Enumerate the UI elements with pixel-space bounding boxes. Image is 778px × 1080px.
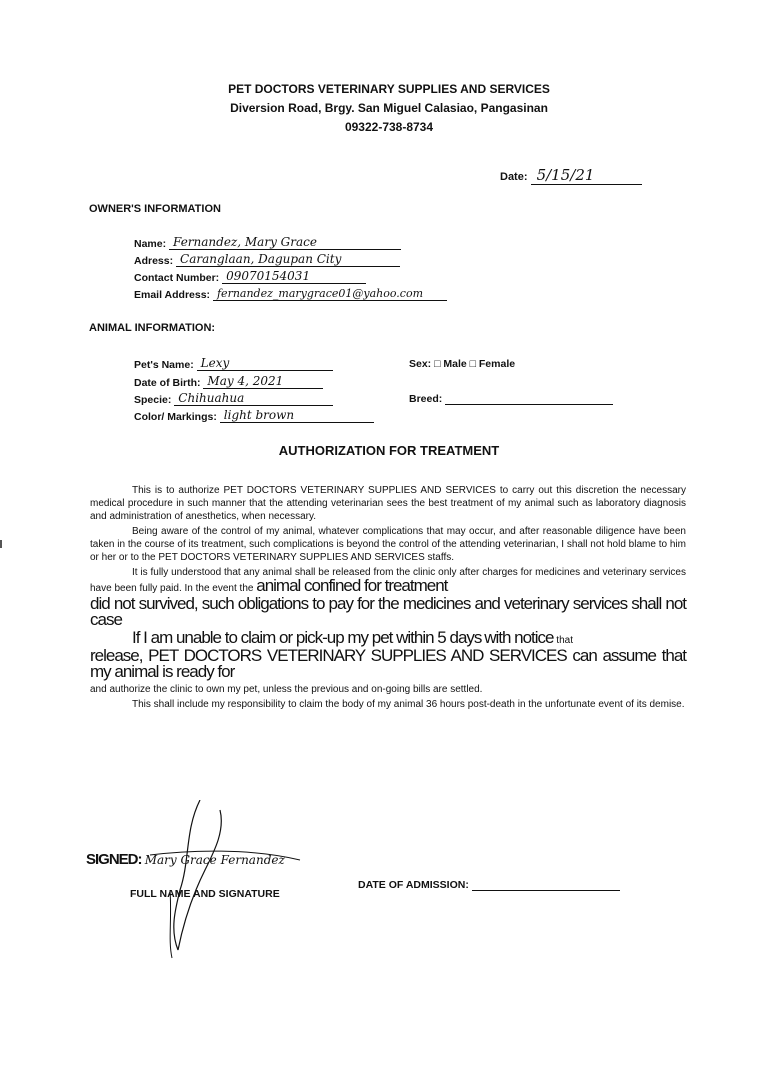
clinic-phone: 09322-738-8734 [344,120,434,134]
paragraph-4b [90,646,686,681]
date-value: 5/15/21 [531,166,642,185]
paragraph-2: Being aware of the control of my animal, whatever complications that may occur, and after reasonable diligence have been taken in the course of its treatment, such complications is beyond the control of the attending veterinarian, I shall not hold blame to him or her or to the PET DOCTORS VETERINARY SUPPLIES AND SERVICES staffs. [90,526,686,563]
owner-contact-field [134,270,366,284]
breed-field [409,393,613,405]
admission-blank [472,878,620,891]
pet-name-field [134,357,333,371]
clinic-name: PET DOCTORS VETERINARY SUPPLIES AND SERVICES [228,82,550,96]
admission-row [358,878,620,891]
date-row [500,166,642,185]
breed-label: Breed: [409,393,443,405]
owner-section-title: OWNER'S INFORMATION [89,203,221,215]
owner-contact-label: Contact Number: [134,272,220,284]
clinic-header [0,80,778,137]
paragraph-3a [90,566,686,595]
paragraph-4a-that: that [556,635,573,646]
pet-name-label: Pet's Name: [134,359,194,371]
admission-label: DATE OF ADMISSION: [358,879,469,891]
scan-mark [0,540,2,548]
owner-address-label: Adress: [134,255,174,267]
owner-email-value: fernandez_marygrace01@yahoo.com [213,287,447,301]
dob-field [134,375,323,389]
signature-caption: FULL NAME AND SIGNATURE [130,888,280,900]
owner-email-field [134,287,447,301]
handwritten-signature [130,800,320,960]
color-label: Color/ Markings: [134,411,217,423]
breed-blank [445,393,613,405]
dob-value: May 4, 2021 [203,375,323,389]
paragraph-4c-text: and authorize the clinic to own my pet, unless the previous and on-going bills are settled. [90,684,483,695]
specie-value: Chihuahua [174,392,333,406]
clinic-address: Diversion Road, Brgy. San Miguel Calasiao, Pangasinan [230,101,548,115]
sex-label: Sex: [409,358,432,370]
paragraph-3b [90,594,686,629]
owner-contact-value: 09070154031 [222,270,366,284]
animal-section-title: ANIMAL INFORMATION: [89,322,216,334]
authorization-title: AUTHORIZATION FOR TREATMENT [278,443,500,458]
date-label: Date: [500,171,528,183]
specie-field [134,392,333,406]
authorization-body [90,484,686,713]
paragraph-4a [90,628,686,647]
paragraph-1: This is to authorize PET DOCTORS VETERINARY SUPPLIES AND SERVICES to carry out this discretion the necessary medical procedure in such manner that the attending veterinarian sees the best treatment of my animal such as laboratory diagnosis and administration of anesthetics, when necessary. [90,485,686,522]
owner-address-field [134,253,400,267]
paragraph-5: This shall include my responsibility to claim the body of my animal 36 hours post-death in the unfortunate event of its demise. [132,699,685,710]
specie-label: Specie: [134,394,172,406]
signed-row [86,851,285,868]
paragraph-4a-text: If I am unable to claim or pick-up my pet within 5 days [132,628,482,647]
signed-value: Mary Grace Fernandez [144,853,285,867]
paragraph-4c [90,683,686,696]
owner-address-value: Caranglaan, Dagupan City [176,253,400,267]
color-field [134,409,374,423]
owner-name-value: Fernandez, Mary Grace [169,236,401,250]
pet-name-value: Lexy [197,357,333,371]
paragraph-3a-large: animal confined for treatment [256,576,448,595]
color-value: light brown [220,409,374,423]
sex-options: □ Male □ Female [434,358,516,370]
paragraph-3a-text: It is fully understood that any animal shall be released from the clinic only after charges for medicines and veterinary services have been fully paid. In the event the [90,567,686,594]
paragraph-3b-text: did not survived, such obligations to pay for the medicines and veterinary services shall not case [90,594,686,629]
dob-label: Date of Birth: [134,377,201,389]
signed-label: SIGNED: [86,851,142,868]
owner-name-label: Name: [134,238,167,250]
paragraph-4b-text: release, PET DOCTORS VETERINARY SUPPLIES AND SERVICES can assume that my animal is ready for [90,646,686,681]
owner-name-field [134,236,401,250]
paragraph-4a-notice: with notice [484,628,554,647]
sex-field [409,358,515,370]
owner-email-label: Email Address: [134,289,211,301]
